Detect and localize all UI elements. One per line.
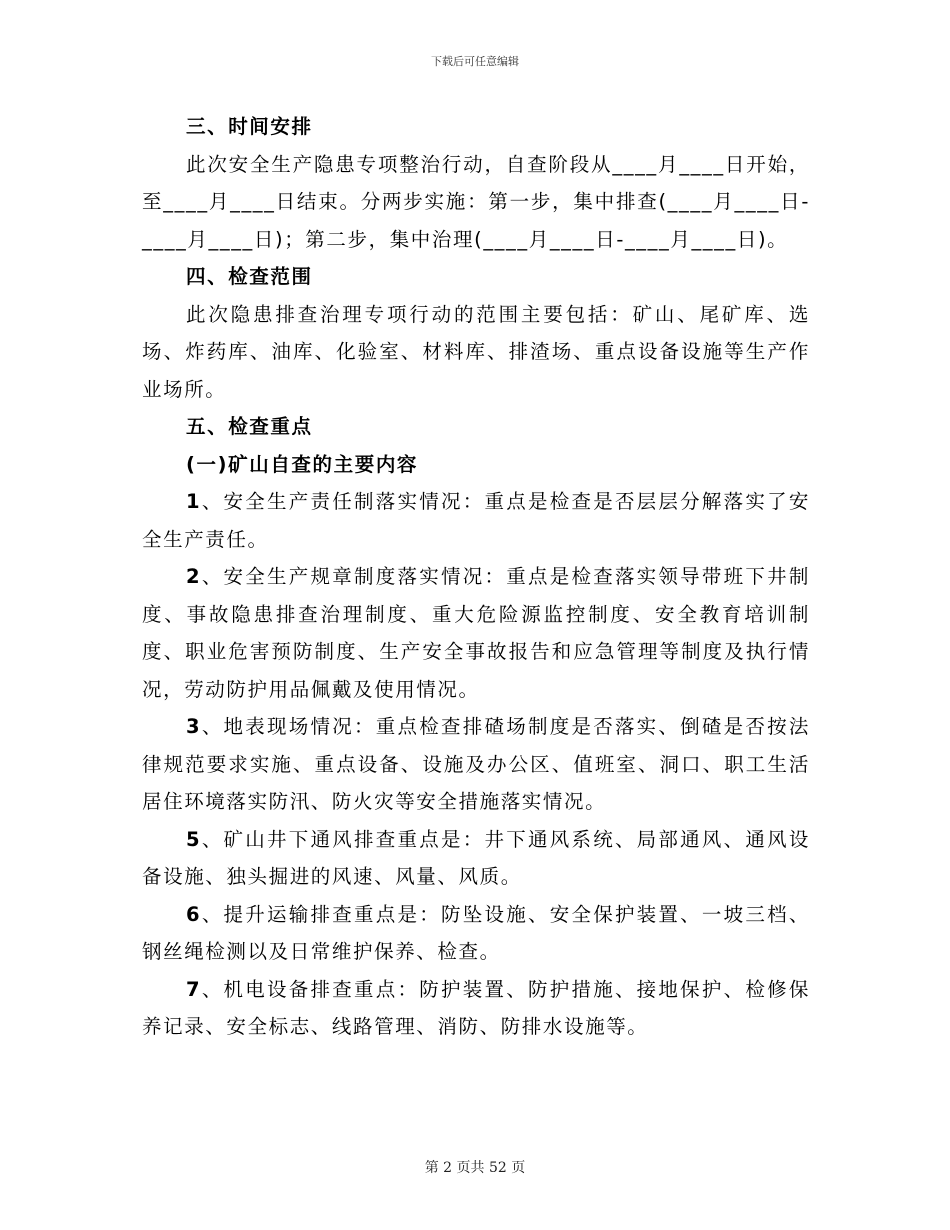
item-number: 6 [186,902,202,926]
item-number: 3 [186,715,202,738]
list-item [142,821,810,896]
item-text: 、地表现场情况：重点检查排碴场制度是否落实、倒碴是否按法律规范要求实施、重点设备、设施及办公区、值班室、洞口、职工生活居住环境落实防汛、防火灾等安全措施落实情况。 [142,715,810,813]
item-text: 、提升运输排查重点是：防坠设施、安全保护装置、一坡三档、钢丝绳检测以及日常维护保养、检查。 [142,902,810,963]
section-3-paragraph: 此次安全生产隐患专项整治行动，自查阶段从____月____日开始，至____月____日结束。分两步实施：第一步，集中排查(____月____日-____月____日)；第二步，集中治理(____月____日-____月____日)。 [142,152,810,251]
item-text: 、安全生产责任制落实情况：重点是检查是否层层分解落实了安全生产责任。 [142,490,810,551]
page-header: 下载后可任意编辑 [431,55,519,68]
item-text: 、安全生产规章制度落实情况：重点是检查落实领导带班下井制度、事故隐患排查治理制度、重大危险源监控制度、安全教育培训制度、职业危害预防制度、生产安全事故报告和应急管理等制度及执行情况，劳动防护用品佩戴及使用情况。 [142,565,810,701]
list-item [142,558,810,708]
item-number: 7 [186,977,202,1001]
list-item [142,896,810,971]
section-3-heading: 三、时间安排 [186,115,313,138]
section-4-paragraph: 此次隐患排查治理专项行动的范围主要包括：矿山、尾矿库、选场、炸药库、油库、化验室、材料库、排渣场、重点设备设施等生产作业场所。 [142,302,810,401]
section-4-heading: 四、检查范围 [186,265,313,288]
item-number: 2 [186,565,202,588]
item-number: 1 [186,490,202,513]
item-text: 、矿山井下通风排查重点是：井下通风系统、局部通风、通风设备设施、独头掘进的风速、风量、风质。 [142,827,810,888]
list-item [142,971,810,1046]
item-number: 5 [186,827,202,851]
document-body [142,108,810,1046]
list-item [142,483,810,558]
section-5-subheading: (一)矿山自查的主要内容 [186,452,419,476]
page-footer: 第 2 页共 52 页 [424,1160,526,1176]
item-text: 、机电设备排查重点：防护装置、防护措施、接地保护、检修保养记录、安全标志、线路管理、消防、防排水设施等。 [142,977,810,1038]
list-item [142,708,810,821]
section-5-heading: 五、检查重点 [186,415,313,438]
